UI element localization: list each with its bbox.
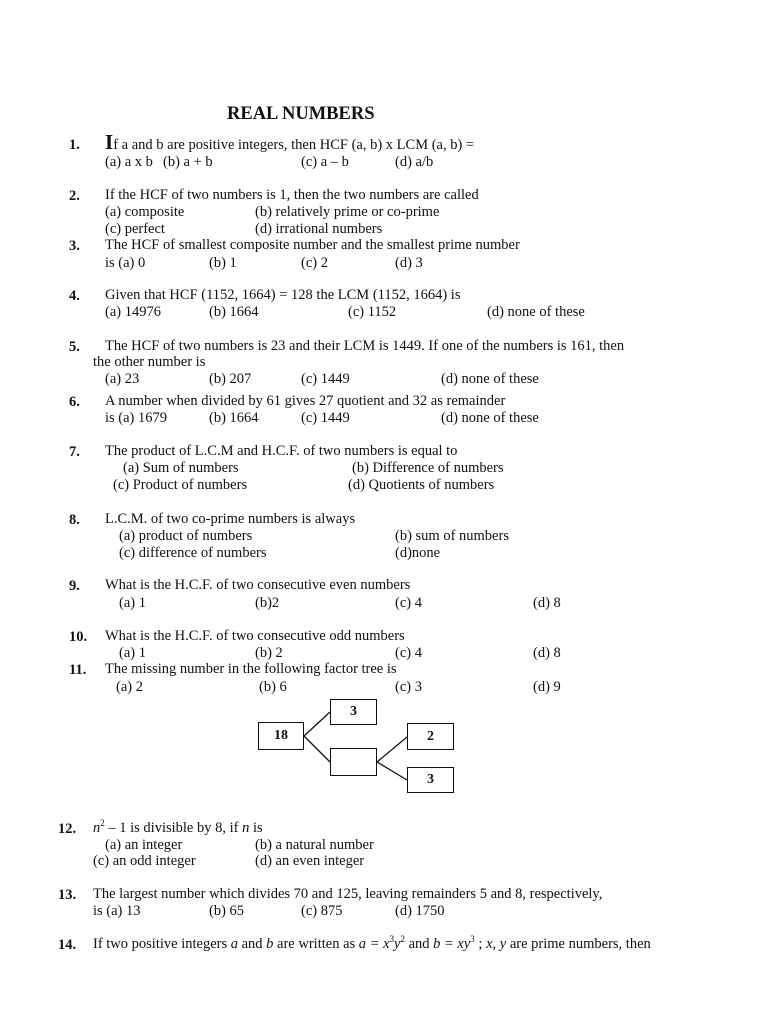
option: (c) Product of numbers xyxy=(113,477,248,493)
variables-xy: x, y xyxy=(486,936,507,952)
question-text: The product of L.C.M and H.C.F. of two numbers is equal to xyxy=(105,443,458,459)
option: (b) 1664 xyxy=(209,304,259,320)
text-segment: ; xyxy=(474,936,487,952)
option: (c) 4 xyxy=(395,645,422,661)
option: (b) sum of numbers xyxy=(395,528,509,544)
option: (b) 1 xyxy=(209,255,237,271)
question-text: What is the H.C.F. of two consecutive odd numbers xyxy=(105,628,405,644)
option: (d) a/b xyxy=(395,154,434,170)
option: (a) 1 xyxy=(119,645,146,661)
option: (b) 207 xyxy=(209,371,252,387)
option: (c) an odd integer xyxy=(93,853,196,869)
option: (d) an even integer xyxy=(255,853,365,869)
factor-tree-root-box: 18 xyxy=(258,722,304,750)
option: (c) 875 xyxy=(301,903,343,919)
question-text-end: is xyxy=(249,820,263,836)
option: (c) 1449 xyxy=(301,410,350,426)
option: (d) irrational numbers xyxy=(255,221,383,237)
option: is (a) 0 xyxy=(105,255,146,271)
option: (d) none of these xyxy=(487,304,585,320)
option: (b)2 xyxy=(255,595,280,611)
question-number: 7. xyxy=(69,444,80,460)
page-title: REAL NUMBERS xyxy=(227,104,375,124)
question-number: 6. xyxy=(69,394,80,410)
option: (a) 14976 xyxy=(105,304,161,320)
option: (c) 1152 xyxy=(348,304,397,320)
option: (d) 9 xyxy=(533,679,561,695)
exponent: 3 xyxy=(389,934,395,945)
question-number: 5. xyxy=(69,339,80,355)
variable-n: n xyxy=(242,820,250,836)
question-text: The missing number in the following factor tree is xyxy=(105,661,397,677)
question-number: 8. xyxy=(69,512,80,528)
question-number: 9. xyxy=(69,578,80,594)
question-number: 13. xyxy=(58,887,77,903)
text-segment: If two positive integers xyxy=(93,936,231,952)
option: (b) a natural number xyxy=(255,837,374,853)
option: (c) perfect xyxy=(105,221,165,237)
option: (d) 1750 xyxy=(395,903,445,919)
option: (a) product of numbers xyxy=(119,528,253,544)
option: (a) composite xyxy=(105,204,185,220)
question-number: 12. xyxy=(58,821,77,837)
option: (b) relatively prime or co-prime xyxy=(255,204,440,220)
question-text: Given that HCF (1152, 1664) = 128 the LCM (1152, 1664) is xyxy=(105,287,461,303)
option: (a) 23 xyxy=(105,371,140,387)
option: (a) 2 xyxy=(116,679,143,695)
option: (d) 3 xyxy=(395,255,423,271)
question-text: The HCF of smallest composite number and the smallest prime number xyxy=(105,237,520,253)
option: (b) 1664 xyxy=(209,410,259,426)
question-number: 4. xyxy=(69,288,80,304)
option: (b) Difference of numbers xyxy=(352,460,504,476)
option: (a) a x b xyxy=(105,154,153,170)
option: (d) 8 xyxy=(533,595,561,611)
option: (b) a + b xyxy=(163,154,213,170)
question-text-rest: f a and b are positive integers, then HCF (a, b) x LCM (a, b) = xyxy=(113,137,475,153)
question-text-mid: – 1 is divisible by 8, if xyxy=(104,820,243,836)
option: (a) 1 xyxy=(119,595,146,611)
option: (c) 4 xyxy=(395,595,422,611)
option: (c) 2 xyxy=(301,255,328,271)
option: (d) 8 xyxy=(533,645,561,661)
drop-initial: I xyxy=(105,130,114,154)
question-text: A number when divided by 61 gives 27 quotient and 32 as remainder xyxy=(105,393,506,409)
question-text xyxy=(93,936,651,953)
option: (d) Quotients of numbers xyxy=(348,477,495,493)
text-segment: are written as xyxy=(273,936,359,952)
question-text: L.C.M. of two co-prime numbers is always xyxy=(105,511,356,527)
option: (d)none xyxy=(395,545,441,561)
text-segment: and xyxy=(404,936,434,952)
option: (b) 2 xyxy=(255,645,283,661)
option: (b) 65 xyxy=(209,903,245,919)
option: (c) a – b xyxy=(301,154,349,170)
expression-b: b = xy xyxy=(433,936,471,952)
question-text xyxy=(93,820,263,837)
question-number: 1. xyxy=(69,137,80,153)
question-number: 10. xyxy=(69,629,88,645)
option: is (a) 13 xyxy=(93,903,141,919)
question-number: 3. xyxy=(69,238,80,254)
text-segment: are prime numbers, then xyxy=(506,936,651,952)
question-number: 11. xyxy=(69,662,87,678)
question-text-continued: the other number is xyxy=(93,354,206,370)
factor-tree-right-bottom-box: 3 xyxy=(407,767,454,793)
question-text: The HCF of two numbers is 23 and their LCM is 1449. If one of the numbers is 161, then xyxy=(105,338,625,354)
factor-tree-top-box: 3 xyxy=(330,699,377,725)
expression-a-y: y xyxy=(394,936,401,952)
variable-b: b xyxy=(266,936,274,952)
text-segment: and xyxy=(237,936,267,952)
exponent: 2 xyxy=(100,818,105,829)
exponent: 2 xyxy=(400,934,405,945)
question-text: If the HCF of two numbers is 1, then the two numbers are called xyxy=(105,187,479,203)
option: (a) an integer xyxy=(105,837,183,853)
factor-tree-missing-box xyxy=(330,748,377,776)
variable-a: a xyxy=(230,936,238,952)
question-number: 2. xyxy=(69,188,80,204)
option: (b) 6 xyxy=(259,679,287,695)
question-number: 14. xyxy=(58,937,77,953)
option: is (a) 1679 xyxy=(105,410,168,426)
factor-tree-right-top-box: 2 xyxy=(407,723,454,750)
expression-a: a = x xyxy=(358,936,390,952)
option: (d) none of these xyxy=(441,410,539,426)
question-text: What is the H.C.F. of two consecutive even numbers xyxy=(105,577,411,593)
option: (c) difference of numbers xyxy=(119,545,267,561)
option: (c) 3 xyxy=(395,679,422,695)
option: (a) Sum of numbers xyxy=(123,460,239,476)
option: (c) 1449 xyxy=(301,371,350,387)
exponent: 3 xyxy=(470,934,475,945)
question-text: The largest number which divides 70 and 125, leaving remainders 5 and 8, respectively, xyxy=(93,886,603,902)
variable-n: n xyxy=(93,820,101,836)
option: (d) none of these xyxy=(441,371,539,387)
